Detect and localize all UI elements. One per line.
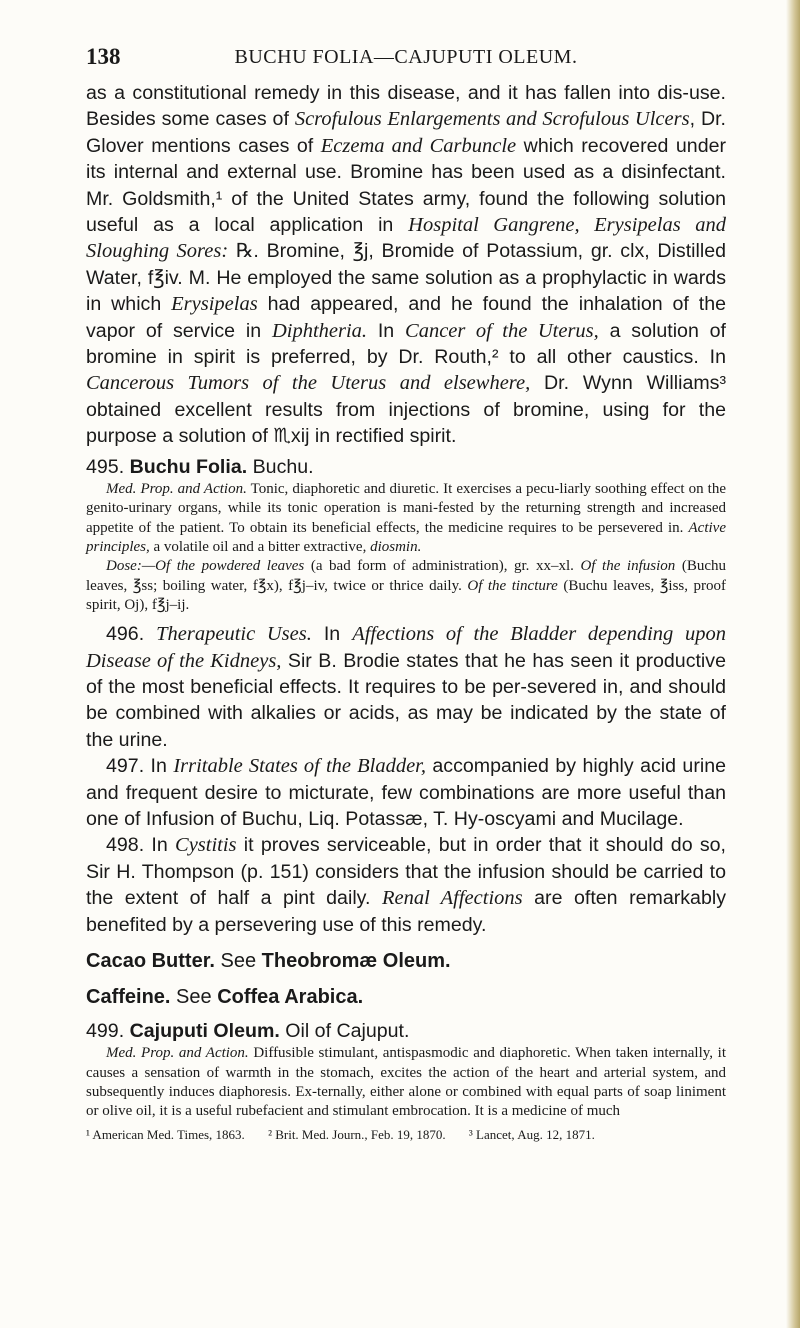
cacao-butter-crossref: Cacao Butter. See Theobromæ Oleum. (86, 950, 451, 973)
footnotes (86, 1126, 726, 1143)
footnote-3: ³ Lancet, Aug. 12, 1871. (468, 1126, 595, 1142)
page-number: 138 (86, 44, 121, 69)
section-496-paragraph: 496. Therapeutic Uses. In Affections of the Bladder depending upon Disease of the Kidneys, Sir B. Brodie states that he has seen it productive of the most beneficial effects. It requires to be per-severed in, and should be combined with alkalies or acids, as may be indicated by the state of the urine. (86, 623, 726, 751)
section-495-med-prop: Med. Prop. and Action. Tonic, diaphoretic and diuretic. It exercises a pecu-liarly soothing effect on the genito-urinary organs, while its tonic operation is mani-fested by the returning strength and increased appetite of the patient. To obtain its beneficial effects, the medicine requires to be persevered in. Active principles, a volatile oil and a bitter extractive, diosmin. (86, 481, 726, 555)
page-edge-shadow (786, 0, 800, 1328)
bromine-continuation-paragraph: as a constitutional remedy in this disease, and it has fallen into dis-use. Besides some cases of Scrofulous Enlargements and Scrofulous Ulcers, Dr. Glover mentions cases of Eczema and Carbuncle which recovered under its internal and external use. Bromine has been used as a disinfectant. Mr. Goldsmith,¹ of the United States army, found the following solution useful as a local application in Hospital Gangrene, Erysipelas and Sloughing Sores: ℞. Bromine, ℥j, Bromide of Potassium, gr. clx, Distilled Water, f℥iv. M. He employed the same solution as a prophylactic in wards in which Erysipelas had appeared, and he found the inhalation of the vapor of service in Diphtheria. In Cancer of the Uterus, a solution of bromine in spirit is preferred, by Dr. Routh,² to all other caustics. In Cancerous Tumors of the Uterus and elsewhere, Dr. Wynn Williams³ obtained excellent results from injections of bromine, using for the purpose a solution of ♏xij in rectified spirit. (86, 82, 727, 448)
section-499-med-prop: Med. Prop. and Action. Diffusible stimulant, antispasmodic and diaphoretic. When taken internally, it causes a sensation of warmth in the stomach, excites the action of the heart and arterial system, and subsequently induces diaphoresis. Ex-ternally, either alone or combined with equal parts of soap liniment or olive oil, it is a useful rubefacient and stimulant embrocation. It is a medicine of much (86, 1045, 726, 1120)
section-499-heading: 499. Cajuputi Oleum. Oil of Cajuput. (86, 1020, 410, 1043)
section-495-dose: Dose:—Of the powdered leaves (a bad form of administration), gr. xx–xl. Of the infusion (Buchu leaves, ℥ss; boiling water, f℥x), f℥j–iv, twice or thrice daily. Of the tincture (Buchu leaves, ℥iss, proof spirit, Oj), f℥j–ij. (86, 558, 726, 613)
running-title: BUCHU FOLIA—CAJUPUTI OLEUM. (234, 46, 578, 68)
footnote-1: ¹ American Med. Times, 1863. (86, 1126, 245, 1142)
page-body (86, 80, 726, 1143)
section-495-heading: 495. Buchu Folia. Buchu. (86, 455, 314, 478)
caffeine-crossref: Caffeine. See Coffea Arabica. (86, 986, 364, 1009)
footnote-2: ² Brit. Med. Journ., Feb. 19, 1870. (268, 1126, 446, 1142)
running-header (86, 44, 726, 70)
section-498-paragraph: 498. In Cystitis it proves serviceable, but in order that it should do so, Sir H. Thompson (p. 151) considers that the infusion should be carried to the extent of half a pint daily. Renal Affections are often remarkably benefited by a persevering use of this remedy. (86, 834, 726, 936)
section-497-paragraph: 497. In Irritable States of the Bladder, accompanied by highly acid urine and frequent desire to micturate, few combinations are more useful than one of Infusion of Buchu, Liq. Potassæ, T. Hy-oscyami and Mucilage. (86, 755, 726, 831)
